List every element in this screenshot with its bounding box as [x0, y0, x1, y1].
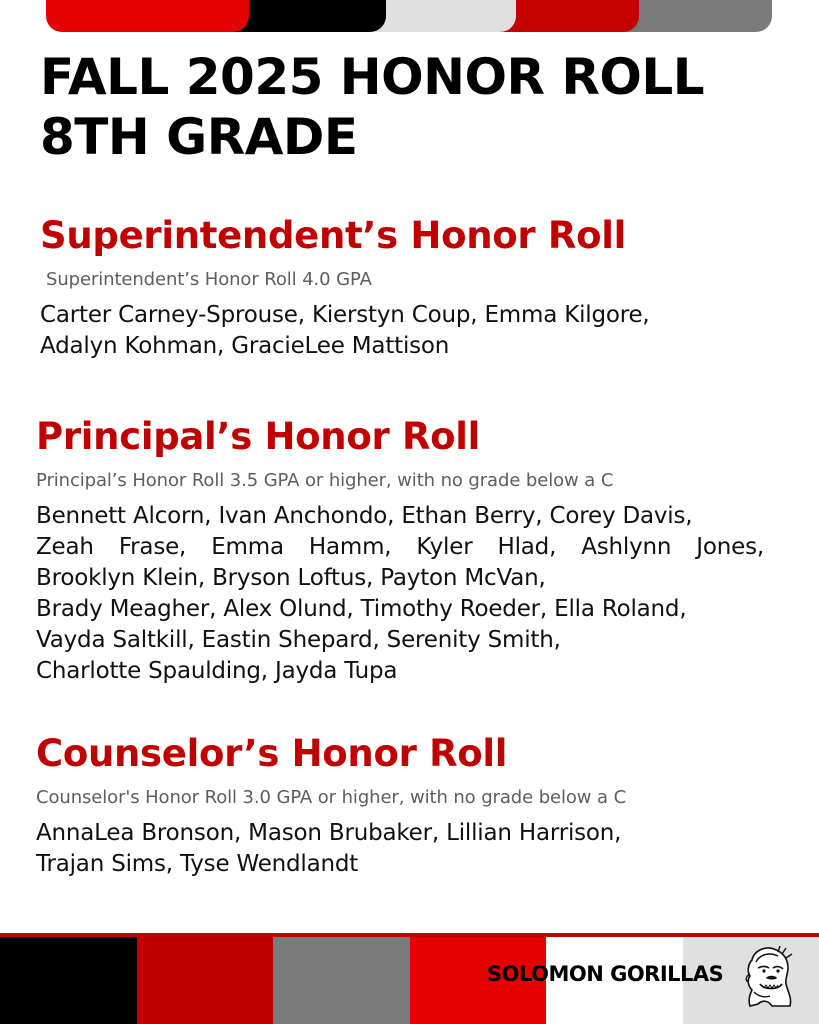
section-title: Superintendent’s Honor Roll [40, 214, 626, 257]
honoree-names [40, 300, 785, 362]
school-brand-name: SOLOMON GORILLAS [487, 962, 724, 986]
honoree-names [36, 818, 776, 880]
section-criteria: Principal’s Honor Roll 3.5 GPA or higher, with no grade below a C [36, 470, 614, 491]
section-title: Counselor’s Honor Roll [36, 732, 508, 775]
page-title-line1: FALL 2025 HONOR ROLL [40, 48, 705, 106]
names-line: Brooklyn Klein, Bryson Loftus, Payton McVan, [36, 565, 546, 591]
names-line: Brady Meagher, Alex Olund, Timothy Roeder, Ella Roland, [36, 596, 687, 622]
superintendent-honor-roll-section [40, 214, 785, 362]
names-line: Adalyn Kohman, GracieLee Mattison [40, 333, 450, 359]
names-line: AnnaLea Bronson, Mason Brubaker, Lillian Harrison, [36, 820, 622, 846]
footer-block-dark-red [137, 937, 273, 1024]
top-bar-segment-red [46, 0, 249, 32]
section-criteria: Counselor's Honor Roll 3.0 GPA or higher, with no grade below a C [36, 787, 627, 808]
honoree-names [36, 501, 764, 687]
counselor-honor-roll-section [36, 732, 776, 880]
page-title-line2: 8TH GRADE [40, 108, 358, 166]
names-line: Zeah Frase, Emma Hamm, Kyler Hlad, Ashlynn Jones, [36, 534, 764, 560]
gorilla-mascot-icon [742, 944, 794, 1010]
top-color-bar [46, 0, 772, 32]
footer-block-gray [273, 937, 410, 1024]
section-criteria: Superintendent’s Honor Roll 4.0 GPA [46, 269, 372, 290]
names-line: Charlotte Spaulding, Jayda Tupa [36, 658, 398, 684]
footer-block-black [0, 937, 137, 1024]
names-line: Vayda Saltkill, Eastin Shepard, Serenity Smith, [36, 627, 561, 653]
names-line: Bennett Alcorn, Ivan Anchondo, Ethan Berry, Corey Davis, [36, 503, 693, 529]
section-title: Principal’s Honor Roll [36, 415, 481, 458]
names-line: Trajan Sims, Tyse Wendlandt [36, 851, 359, 877]
names-line: Carter Carney-Sprouse, Kierstyn Coup, Emma Kilgore, [40, 302, 650, 328]
principal-honor-roll-section [36, 415, 764, 687]
